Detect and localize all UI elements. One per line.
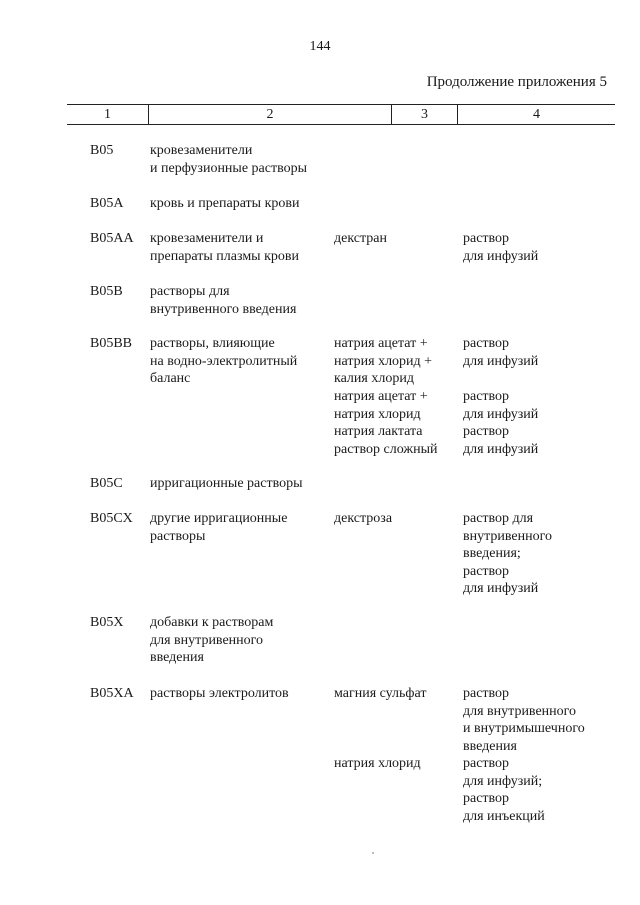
dosage-form-line: для инъекций	[463, 808, 545, 824]
substance-line: натрия хлорид +	[334, 353, 433, 369]
group-name-line: добавки к растворам	[150, 615, 274, 630]
group-name-line: баланс	[150, 371, 191, 386]
dosage-form	[463, 388, 538, 423]
dosage-form	[463, 335, 538, 370]
atc-code: B05A	[90, 196, 124, 211]
dosage-form-line: раствор	[463, 791, 510, 806]
atc-code: B05XA	[90, 686, 134, 701]
dosage-form-line: раствор	[463, 686, 510, 701]
group-name-line: и перфузионные растворы	[150, 160, 308, 176]
dosage-form-line: для внутривенного	[463, 703, 577, 719]
substance-line: калия хлорид	[334, 371, 414, 386]
atc-code: B05CX	[90, 511, 133, 526]
substance-name	[334, 335, 432, 388]
substance-line: натрия ацетат +	[334, 389, 428, 404]
scan-speck	[372, 852, 374, 854]
dosage-form-line: для инфузий	[463, 353, 539, 369]
group-name-line: введения	[150, 650, 204, 665]
group-name	[150, 283, 296, 318]
group-name-line: кровезаменители и	[150, 231, 264, 246]
dosage-form-line: раствор	[463, 231, 510, 246]
dosage-form-line: введения	[463, 738, 517, 754]
group-name	[150, 510, 287, 545]
table-header	[67, 104, 615, 125]
group-name	[150, 335, 297, 388]
substance-name	[334, 510, 392, 528]
group-name-line: ирригационные растворы	[150, 476, 303, 491]
group-name-line: для внутривенного	[150, 632, 264, 648]
substance-line: магния сульфат	[334, 686, 427, 701]
group-name-line: растворы, влияющие	[150, 336, 275, 351]
substance-line: натрия хлорид	[334, 406, 421, 422]
dosage-form-line: раствор	[463, 389, 510, 404]
header-col-3: 3	[421, 107, 428, 122]
dosage-form-line: для инфузий	[463, 248, 539, 264]
dosage-form-line: введения;	[463, 546, 521, 561]
group-name	[150, 230, 299, 265]
group-name	[150, 142, 307, 177]
header-col-2: 2	[266, 107, 274, 122]
dosage-form-line: для инфузий	[463, 406, 539, 422]
atc-code: B05X	[90, 615, 124, 630]
substance-name	[334, 388, 428, 423]
dosage-form-line: раствор	[463, 336, 510, 351]
dosage-form-line: для инфузий	[463, 581, 539, 596]
dosage-form-line: раствор	[463, 563, 510, 579]
dosage-form-line: для инфузий;	[463, 773, 543, 789]
dosage-form-line: раствор для	[463, 511, 534, 526]
header-col-1: 1	[104, 107, 111, 122]
group-name-line: другие ирригационные	[150, 511, 288, 526]
dosage-form	[463, 685, 585, 755]
substance-name	[334, 755, 421, 773]
group-name-line: растворы электролитов	[150, 686, 289, 701]
dosage-form	[463, 423, 538, 458]
dosage-form	[463, 755, 545, 825]
group-name	[150, 475, 303, 493]
atc-code: B05AA	[90, 231, 134, 246]
substance-name	[334, 423, 437, 458]
dosage-form-line: внутривенного	[463, 528, 553, 544]
dosage-form-line: и внутримышечного	[463, 721, 585, 736]
group-name	[150, 685, 289, 703]
substance-line: декстран	[334, 231, 387, 246]
substance-line: натрия лактата	[334, 424, 423, 439]
substance-line: натрия ацетат +	[334, 336, 428, 351]
group-name-line: растворы	[150, 528, 206, 544]
atc-code: B05B	[90, 284, 123, 299]
header-col-4: 4	[533, 107, 540, 122]
dosage-form-line: раствор	[463, 756, 510, 771]
atc-code: B05	[90, 143, 114, 158]
group-name-line: внутривенного введения	[150, 301, 297, 317]
atc-code: B05BB	[90, 336, 133, 351]
group-name-line: на водно-электролитный	[150, 353, 298, 369]
group-name-line: препараты плазмы крови	[150, 248, 299, 264]
appendix-continuation: Продолжение приложения 5	[426, 74, 607, 90]
group-name-line: кровь и препараты крови	[150, 196, 300, 211]
dosage-form-line: для инфузий	[463, 441, 539, 457]
group-name	[150, 614, 273, 667]
substance-name	[334, 685, 426, 703]
atc-code: B05C	[90, 476, 123, 491]
substance-line: раствор сложный	[334, 441, 438, 457]
dosage-form	[463, 230, 538, 265]
group-name	[150, 195, 299, 213]
group-name-line: кровезаменители	[150, 143, 253, 158]
dosage-form	[463, 510, 552, 598]
substance-line: декстроза	[334, 511, 393, 526]
group-name-line: растворы для	[150, 284, 230, 299]
substance-name	[334, 230, 387, 248]
page-number: 144	[309, 39, 331, 54]
dosage-form-line: раствор	[463, 424, 510, 439]
substance-line: натрия хлорид	[334, 756, 421, 771]
